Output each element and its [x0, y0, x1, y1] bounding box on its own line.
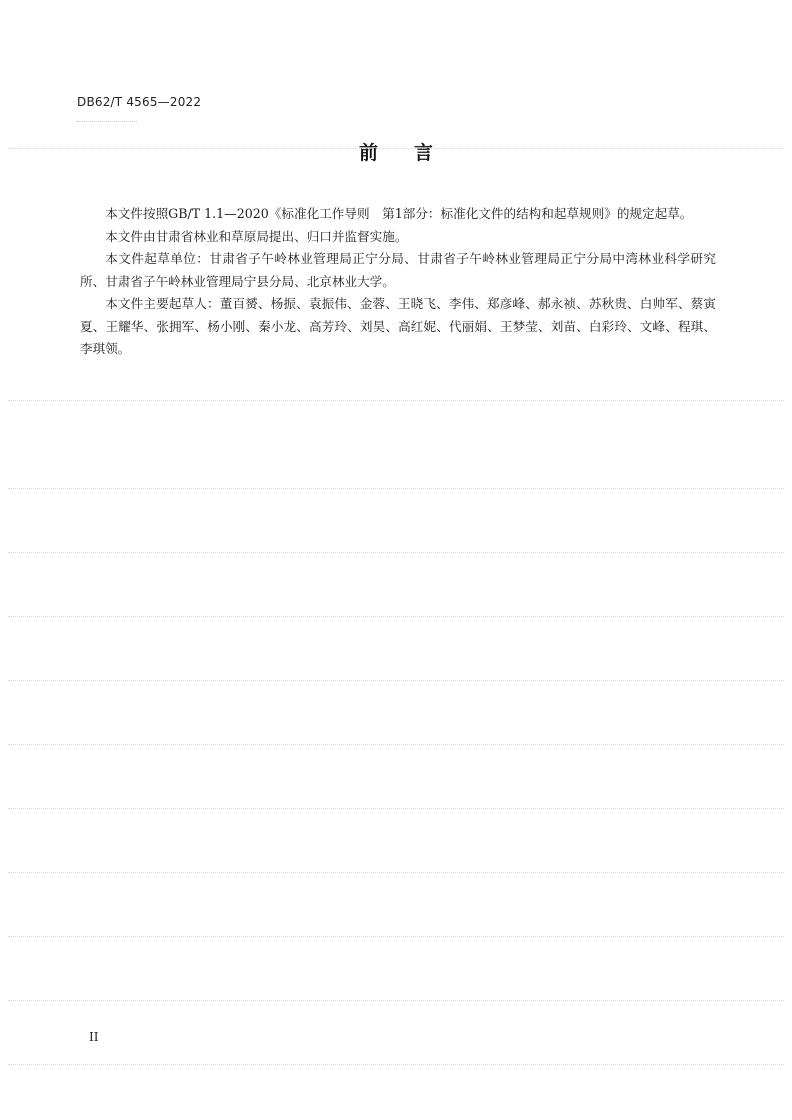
- paragraph-drafting-units: 本文件起草单位：甘肃省子午岭林业管理局正宁分局、甘肃省子午岭林业管理局正宁分局中湾林业科学研究所、甘肃省子午岭林业管理局宁县分局、北京林业大学。: [80, 251, 716, 289]
- document-code: DB62/T 4565—2022: [77, 95, 202, 109]
- dotted-rule: [8, 1000, 784, 1001]
- dotted-rule: [8, 808, 784, 809]
- paragraph-drafters: 本文件主要起草人：董百赟、杨振、袁振伟、金蓉、王晓飞、李伟、郑彦峰、郝永祯、苏秋贵、白帅军、蔡寅夏、王耀华、张拥军、杨小刚、秦小龙、高芳玲、刘昊、高红妮、代丽娟、王梦莹、刘苗、白彩玲、文峰、程琪、李琪领。: [80, 296, 716, 356]
- paragraph-proposer: 本文件由甘肃省林业和草原局提出、归口并监督实施。: [105, 228, 408, 244]
- paragraph-drafting-rules: 本文件按照GB/T 1.1—2020《标准化工作导则 第1部分：标准化文件的结构和起草规则》的规定起草。: [105, 206, 693, 221]
- dotted-rule: [8, 936, 784, 937]
- page-title: 前言: [358, 142, 469, 164]
- dotted-rule: [8, 680, 784, 681]
- dotted-rule: [8, 616, 784, 617]
- code-underline: [77, 121, 137, 122]
- dotted-rule: [8, 1064, 784, 1065]
- dotted-rule: [8, 400, 784, 401]
- dotted-rule: [8, 488, 784, 489]
- dotted-rule: [8, 872, 784, 873]
- dotted-rule: [8, 744, 784, 745]
- dotted-rule: [8, 552, 784, 553]
- page-number: II: [89, 1030, 99, 1044]
- foreword-body: [80, 203, 716, 361]
